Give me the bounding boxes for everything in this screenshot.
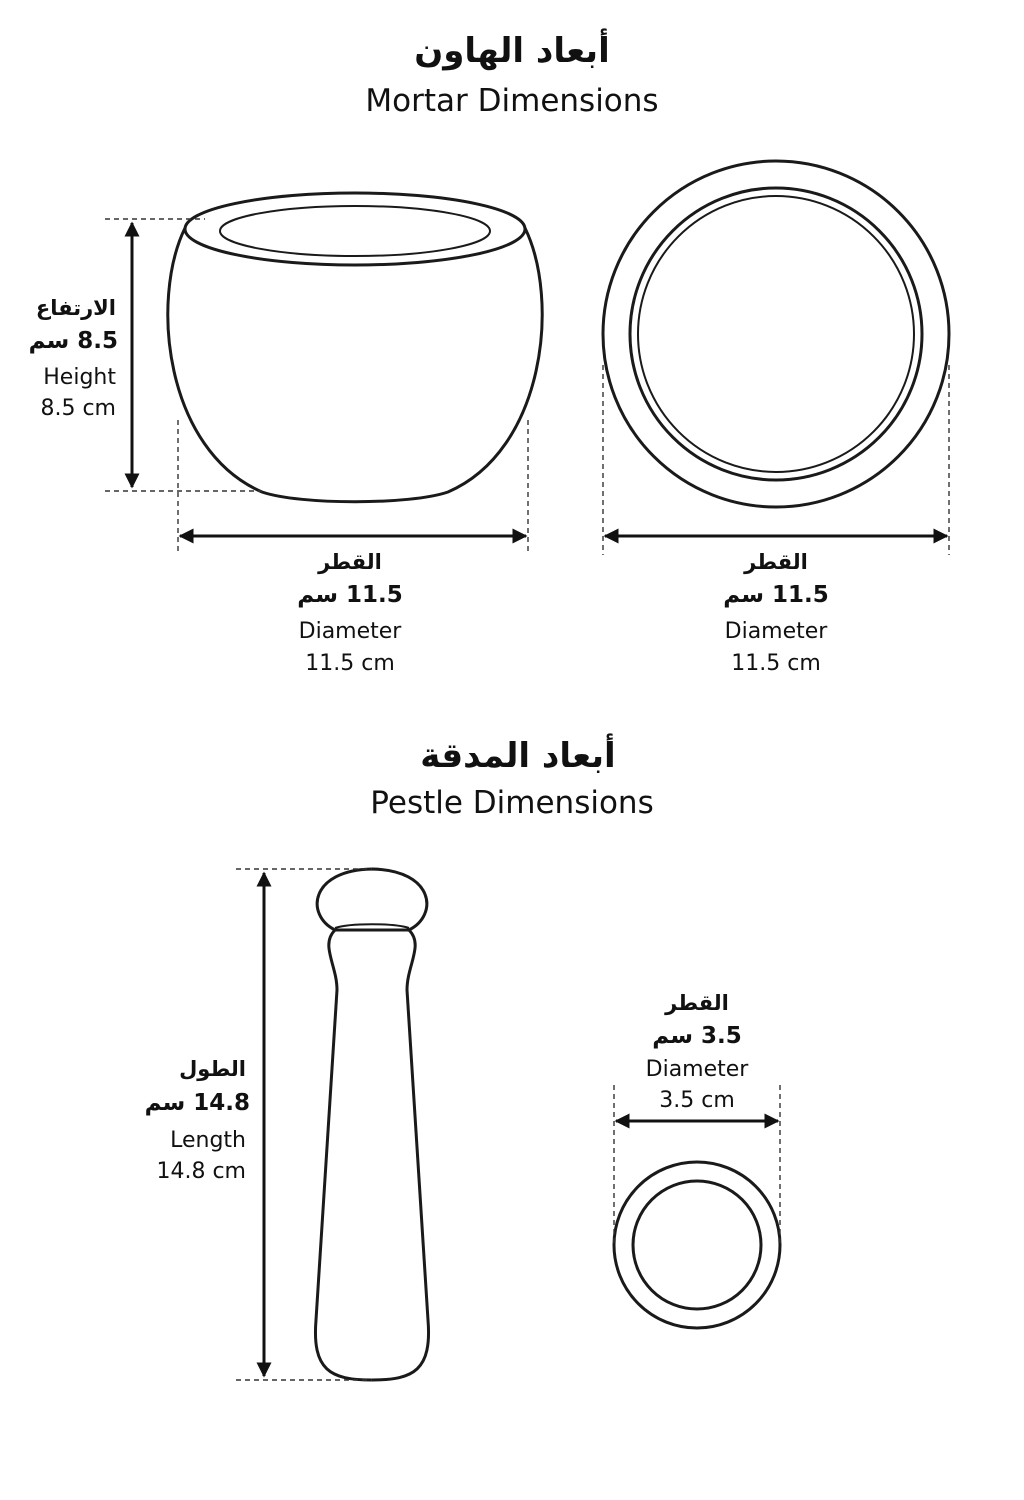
- mortar-top-diameter-value-english: 11.5 cm: [731, 651, 821, 676]
- mortar-top-diameter-dimension: [603, 365, 949, 555]
- mortar-title-english: Mortar Dimensions: [365, 83, 659, 119]
- pestle-length-label-arabic: الطول: [179, 1057, 246, 1081]
- mortar-top-diameter-label-english: Diameter: [724, 619, 828, 644]
- mortar-title-arabic: أبعاد الهاون: [414, 31, 610, 71]
- pestle-length-label-english: Length: [170, 1128, 246, 1153]
- mortar-height-dimension: [105, 219, 262, 491]
- pestle-diameter-value-english: 3.5 cm: [659, 1088, 735, 1113]
- mortar-side-diameter-dimension: [178, 420, 528, 555]
- pestle-length-value-arabic: 14.8 سم: [144, 1090, 250, 1116]
- mortar-height-value-arabic: 8.5 سم: [28, 328, 118, 354]
- mortar-height-label-arabic: الارتفاع: [35, 296, 116, 320]
- pestle-end-view: [614, 1162, 780, 1328]
- pestle-diameter-label-arabic: القطر: [665, 991, 729, 1015]
- pestle-length-value-english: 14.8 cm: [156, 1159, 246, 1184]
- mortar-height-value-english: 8.5 cm: [40, 396, 116, 421]
- pestle-title-arabic: أبعاد المدقة: [420, 736, 616, 776]
- pestle-diameter-label-english: Diameter: [645, 1057, 749, 1082]
- mortar-side-diameter-value-arabic: 11.5 سم: [297, 582, 403, 608]
- mortar-top-view: [603, 161, 949, 507]
- pestle-title-english: Pestle Dimensions: [370, 785, 654, 821]
- mortar-side-diameter-label-arabic: القطر: [318, 550, 382, 574]
- mortar-side-view: [168, 193, 542, 502]
- mortar-side-diameter-label-english: Diameter: [298, 619, 402, 644]
- pestle-length-dimension: [236, 869, 372, 1380]
- mortar-height-label-english: Height: [43, 365, 116, 390]
- mortar-top-diameter-label-arabic: القطر: [744, 550, 808, 574]
- pestle-diameter-value-arabic: 3.5 سم: [652, 1023, 742, 1049]
- mortar-side-diameter-value-english: 11.5 cm: [305, 651, 395, 676]
- mortar-top-diameter-value-arabic: 11.5 سم: [723, 582, 829, 608]
- pestle-side-view: [315, 869, 428, 1380]
